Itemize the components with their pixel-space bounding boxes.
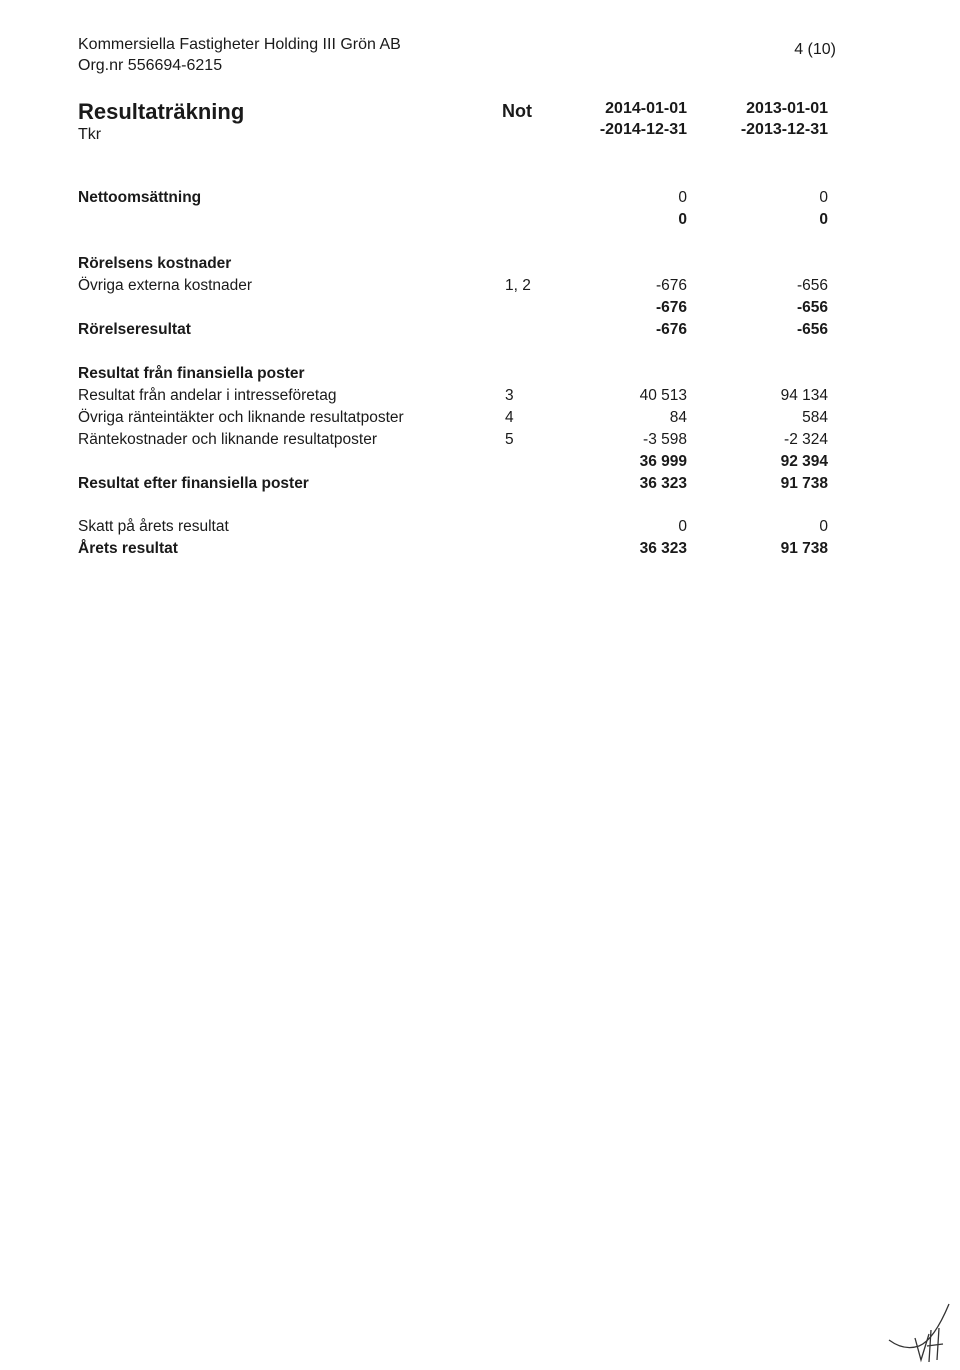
value-2013: -656 [796,277,828,294]
value-2014: 36 323 [639,540,687,557]
signature-initials-icon [885,1300,955,1366]
company-name: Kommersiella Fastigheter Holding III Grön AB [78,36,401,53]
value-2014: -676 [655,321,687,338]
row-label-rantekostnader: Räntekostnader och liknande resultatposter [78,431,377,448]
row-label-ovriga-externa: Övriga externa kostnader [78,277,253,294]
value-2013: 584 [802,409,828,426]
value-2013: 0 [819,189,828,206]
row-label-intresseforetag: Resultat från andelar i intresseföretag [78,387,337,404]
column-header-2013-end: -2013-12-31 [740,121,828,138]
value-2014: 84 [669,409,687,426]
note-ref: 5 [505,431,514,448]
subtotal-2014: 36 999 [639,453,687,470]
subtotal-2013: -656 [796,299,828,316]
value-2013: -2 324 [784,431,828,448]
row-label-rorelseresultat: Rörelseresultat [78,321,191,338]
row-label-efter-finansiella: Resultat efter finansiella poster [78,475,309,492]
column-header-2014-start: 2014-01-01 [605,100,687,117]
value-2013: 91 738 [780,540,828,557]
page-title: Resultaträkning [78,99,245,124]
note-ref: 1, 2 [505,277,531,294]
value-2013: 91 738 [780,475,828,492]
value-2014: 36 323 [639,475,687,492]
unit-label: Tkr [78,126,102,143]
row-label-nettoomsattning: Nettoomsättning [78,189,202,206]
column-header-2013-start: 2013-01-01 [746,100,828,117]
column-header-2014-end: -2014-12-31 [599,121,687,138]
value-2014: 0 [678,189,687,206]
value-2013: -656 [796,321,828,338]
section-heading-finansiella: Resultat från finansiella poster [78,365,305,382]
value-2014: -3 598 [643,431,687,448]
value-2014: 40 513 [639,387,687,404]
note-ref: 4 [505,409,514,426]
row-label-ranteintakter: Övriga ränteintäkter och liknande resultatposter [78,409,404,426]
row-label-skatt: Skatt på årets resultat [78,518,229,535]
subtotal-2013: 0 [819,211,828,228]
subtotal-2014: -676 [655,299,687,316]
note-ref: 3 [505,387,514,404]
section-heading-rorelsens-kostnader: Rörelsens kostnader [78,255,232,272]
column-header-not: Not [502,101,532,121]
value-2013: 94 134 [780,387,828,404]
org-number: Org.nr 556694-6215 [78,57,223,74]
value-2014: 0 [678,518,687,535]
subtotal-2014: 0 [678,211,687,228]
subtotal-2013: 92 394 [780,453,828,470]
page-number: 4 (10) [794,41,836,58]
row-label-arets-resultat: Årets resultat [78,540,178,557]
value-2013: 0 [819,518,828,535]
value-2014: -676 [655,277,687,294]
